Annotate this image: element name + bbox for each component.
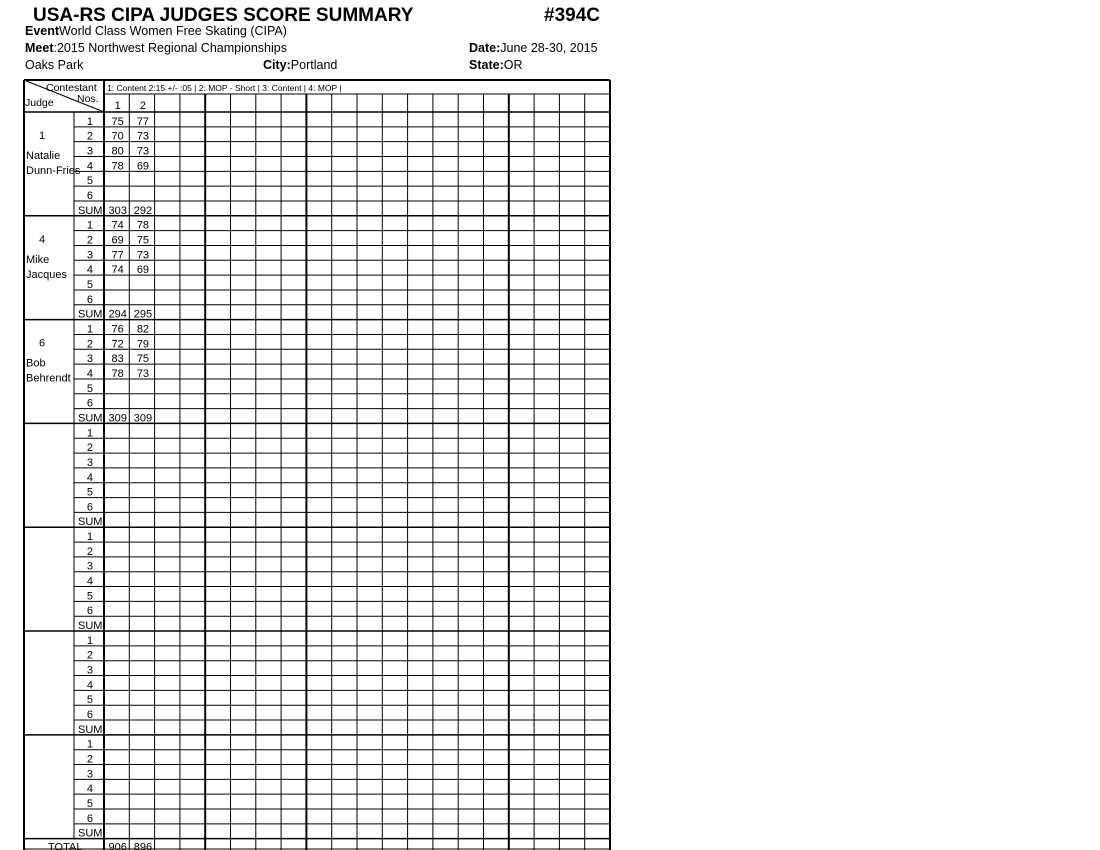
sum-value: 295: [133, 308, 153, 321]
event-value: World Class Women Free Skating (CIPA): [59, 24, 287, 38]
row-number: 1: [86, 115, 93, 128]
sum-row-label: SUM: [78, 308, 103, 321]
score-value: 79: [136, 338, 150, 351]
score-value: 75: [136, 353, 150, 366]
judge-name: Behrendt: [26, 372, 71, 385]
row-number: 4: [86, 471, 93, 484]
row-number: 2: [86, 649, 93, 662]
score-value: 69: [136, 160, 150, 173]
score-value: 74: [111, 219, 124, 232]
row-number: 6: [86, 293, 93, 306]
score-value: 78: [136, 219, 150, 232]
sum-row-label: SUM: [78, 620, 103, 633]
state-value: OR: [503, 58, 523, 72]
score-value: 73: [136, 130, 150, 143]
sum-value: 303: [108, 204, 127, 217]
row-number: 2: [86, 234, 93, 247]
sum-value: 309: [108, 412, 127, 425]
sheet-title: USA-RS CIPA JUDGES SCORE SUMMARY: [33, 5, 414, 26]
row-number: 6: [86, 709, 93, 722]
row-number: 5: [86, 798, 93, 811]
sum-row-label: SUM: [78, 723, 103, 736]
judge-name: Dunn-Fries: [26, 165, 81, 177]
score-value: 69: [111, 234, 124, 247]
score-value: 73: [136, 367, 150, 380]
score-value: 78: [111, 367, 124, 380]
state-line: State:OR: [469, 58, 523, 72]
sum-value: 309: [133, 412, 153, 425]
row-number: 5: [86, 486, 93, 499]
sum-row-label: SUM: [78, 204, 103, 217]
row-number: 4: [86, 264, 93, 277]
row-number: 4: [86, 783, 93, 796]
date-line: Date:June 28-30, 2015: [469, 41, 598, 55]
row-number: 2: [86, 545, 93, 558]
judge-name: Bob: [26, 357, 46, 370]
row-number: 4: [86, 575, 93, 588]
row-number: 2: [86, 338, 93, 351]
row-number: 2: [86, 130, 93, 143]
score-value: 78: [111, 160, 124, 173]
row-number: 6: [86, 397, 93, 410]
city-label: City: [263, 58, 287, 72]
meet-value: 2015 Northwest Regional Championships: [56, 41, 287, 55]
corner-contestant-label: Contestant: [46, 82, 97, 94]
row-number: 1: [86, 531, 93, 544]
sum-row-label: SUM: [78, 516, 103, 529]
score-value: 77: [111, 249, 124, 262]
contestant-number: 1: [114, 100, 121, 112]
judge-name: Natalie: [26, 150, 61, 162]
row-number: 3: [86, 560, 93, 573]
row-number: 3: [86, 456, 93, 469]
score-value: 70: [111, 130, 124, 143]
total-value: 896: [133, 841, 153, 850]
corner-nos-label: Nos.: [77, 93, 99, 105]
row-number: 1: [86, 634, 93, 647]
sum-value: 292: [133, 204, 153, 217]
row-number: 5: [86, 175, 93, 188]
city-line: City:Portland: [263, 58, 338, 72]
row-number: 3: [86, 353, 93, 366]
row-number: 6: [86, 812, 93, 825]
score-value: 73: [136, 249, 150, 262]
row-number: 3: [86, 664, 93, 677]
row-number: 6: [86, 501, 93, 514]
scoring-legend: 1: Content 2:15 +/- :05 | 2: MOP - Short | 3: Content | 4: MOP |: [107, 83, 342, 93]
score-value: 82: [136, 323, 150, 336]
score-value: 77: [136, 115, 150, 128]
meet-label: Meet: [25, 41, 54, 55]
row-number: 1: [86, 219, 93, 232]
total-label: TOTAL: [48, 841, 83, 850]
score-value: 76: [111, 323, 124, 336]
row-number: 5: [86, 694, 93, 707]
judge-number: 6: [38, 337, 46, 350]
judge-name: Mike: [26, 253, 50, 266]
corner-judge-label: Judge: [25, 97, 54, 109]
score-value: 75: [111, 115, 124, 128]
score-value: 74: [111, 264, 124, 277]
row-number: 1: [86, 738, 93, 751]
row-number: 3: [86, 145, 93, 158]
judge-name: Jacques: [26, 268, 67, 281]
date-label: Date: [469, 41, 497, 55]
contestant-number: 2: [139, 100, 147, 112]
score-value: 69: [136, 264, 150, 277]
city-value: Portland: [290, 58, 338, 72]
form-number: #394C: [544, 5, 600, 26]
judge-number: 4: [38, 233, 46, 246]
row-number: 4: [86, 367, 93, 380]
row-number: 6: [86, 605, 93, 618]
row-number: 4: [86, 160, 93, 173]
row-number: 5: [86, 382, 93, 395]
state-label: State: [469, 58, 500, 72]
row-number: 3: [86, 249, 93, 262]
score-value: 73: [136, 145, 150, 158]
venue: Oaks Park: [25, 58, 84, 72]
row-number: 4: [86, 679, 93, 692]
score-value: 80: [111, 145, 124, 158]
score-value: 83: [111, 353, 124, 366]
total-value: 906: [108, 841, 127, 850]
sum-row-label: SUM: [78, 412, 103, 425]
date-value: June 28-30, 2015: [500, 41, 598, 55]
row-number: 3: [86, 768, 93, 781]
row-number: 1: [86, 323, 93, 336]
row-number: 5: [86, 278, 93, 291]
sum-value: 294: [108, 308, 127, 321]
score-value: 75: [136, 234, 150, 247]
row-number: 5: [86, 590, 93, 603]
row-number: 1: [86, 427, 93, 440]
event-label: Event: [25, 24, 60, 38]
row-number: 2: [86, 753, 93, 766]
row-number: 6: [86, 189, 93, 202]
score-value: 72: [111, 338, 124, 351]
sum-row-label: SUM: [78, 827, 103, 840]
row-number: 2: [86, 442, 93, 455]
meet-line: Meet:2015 Northwest Regional Championships: [25, 41, 287, 55]
judge-number: 1: [38, 130, 46, 142]
